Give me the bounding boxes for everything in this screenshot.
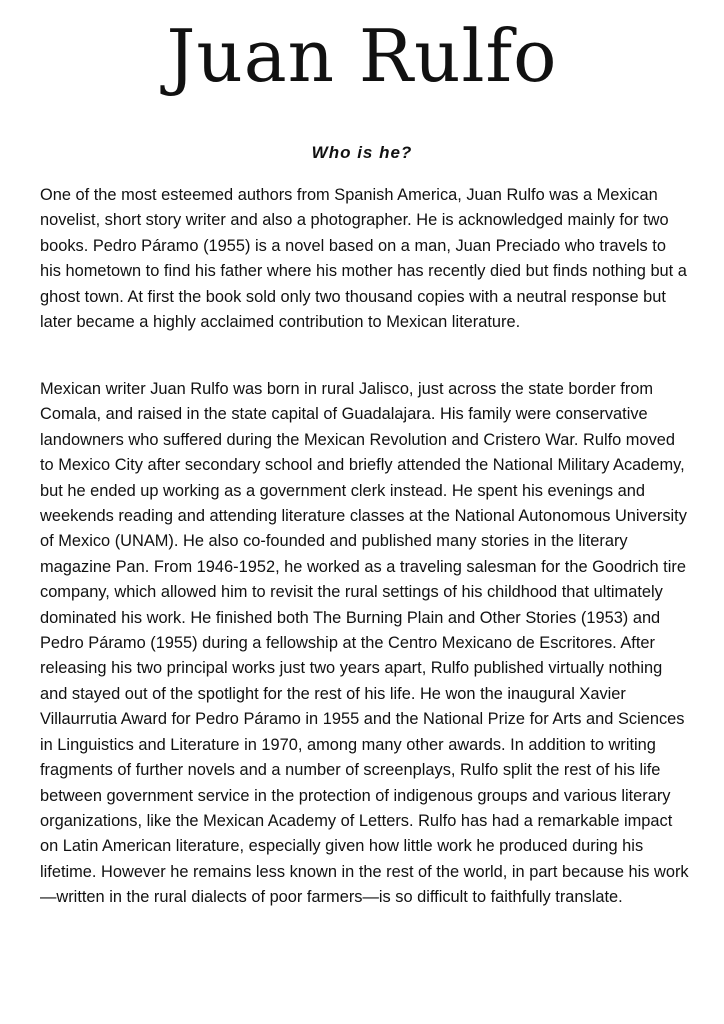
- biography-paragraph: Mexican writer Juan Rulfo was born in rural Jalisco, just across the state border from Comala, and raised in the state capital of Guadalajara. His family were conservative landowners who suffered during the Mexican Revolution and Cristero War. Rulfo moved to Mexico City after secondary school and briefly attended the National Military Academy, but he ended up working as a government clerk instead. He spent his evenings and weekends reading and attending literature classes at the National Autonomous University of Mexico (UNAM). He also co-founded and published many stories in the literary magazine Pan. From 1946-1952, he worked as a traveling salesman for the Goodrich tire company, which allowed him to revisit the rural settings of his childhood that ultimately dominated his work. He finished both The Burning Plain and Other Stories (1953) and Pedro Páramo (1955) during a fellowship at the Centro Mexicano de Escritores. After releasing his two principal works just two years apart, Rulfo published virtually nothing and stayed out of the spotlight for the rest of his life. He won the inaugural Xavier Villaurrutia Award for Pedro Páramo in 1955 and the National Prize for Arts and Sciences in Linguistics and Literature in 1970, among many other awards. In addition to writing fragments of further novels and a number of screenplays, Rulfo split the rest of his life between government service in the protection of indigenous groups and various literary organizations, like the Mexican Academy of Letters. Rulfo has had a remarkable impact on Latin American literature, especially given how little work he produced during his lifetime. However he remains less known in the rest of the world, in part because his work—written in the rural dialects of poor farmers—is so difficult to faithfully translate.: [40, 380, 689, 907]
- intro-paragraph: One of the most esteemed authors from Spanish America, Juan Rulfo was a Mexican novelist, short story writer and also a photographer. He is acknowledged mainly for two books. Pedro Páramo (1955) is a novel based on a man, Juan Preciado who travels to his hometown to find his father where his mother has recently died but finds nothing but a ghost town. At first the book sold only two thousand copies with a neutral response but later became a highly acclaimed contribution to Mexican literature.: [40, 186, 687, 332]
- page-title: Juan Rulfo: [166, 14, 558, 98]
- section-heading: Who is he?: [311, 143, 413, 162]
